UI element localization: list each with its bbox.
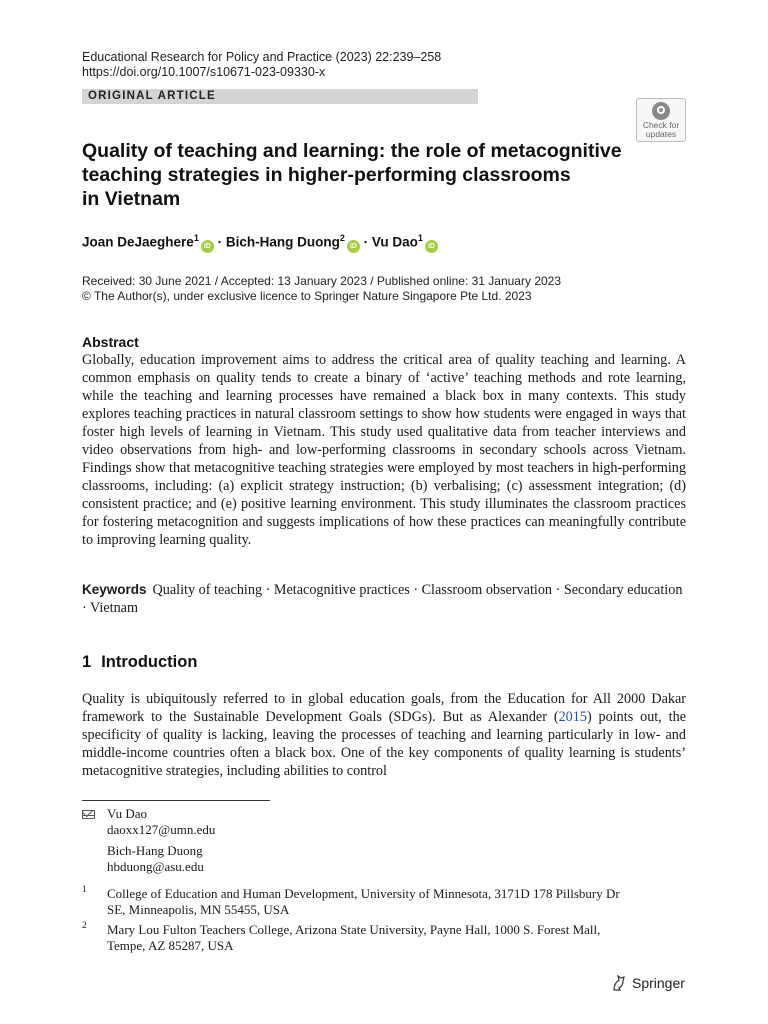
title-line-2: teaching strategies in higher-performing classrooms [82,164,571,186]
affiliation-line: SE, Minneapolis, MN 55455, USA [107,902,290,917]
author-affiliation-ref: 1 [417,233,423,243]
affiliation-line: Tempe, AZ 85287, USA [107,938,234,953]
section-heading [82,653,197,672]
affiliation-number: 1 [82,885,87,895]
author-name[interactable]: Vu Dao [371,234,418,250]
article-title [82,139,642,211]
abstract-text: Globally, education improvement aims to address the critical area of quality teaching and learning. A common emphasis on quality tends to create a binary of ‘active’ teaching methods and rote learning, while the teaching and learning processes have remained a black box in many contexts. This study explores teaching practices in natural classroom settings to show how students were engaged in ways that foster high levels of learning in Vietnam. This study used qualitative data from teacher interviews and video observations from high- and low-performing classrooms in secondary schools across Vietnam. Findings show that metacognitive teaching strategies were employed by most teachers in high-performing classrooms, including: (a) explicit strategy instruction; (b) verbalising; (c) assessment integration; (d) consistent practice; and (e) positive learning environment. This study illuminates the classroom practices for fostering metacognition and suggests implications of how these practices can meaningfully contribute to improving learning quality. [82,352,686,548]
abstract-heading: Abstract [82,334,139,350]
orcid-icon[interactable]: iD [425,240,438,253]
affiliation-line: College of Education and Human Development, University of Minnesota, 3171D 178 Pillsbury Dr [107,886,620,901]
affiliation-number: 2 [82,921,87,931]
intro-text-part-1: Quality is ubiquitously referred to in global education goals, from the Education for All 2000 Dakar framework to the Sustainable Development Goals (SDGs). But as Alexander ( [82,691,686,725]
badge-label-1: Check for [642,120,680,130]
intro-text-part-2: ) points out, the specificity of quality is lacking, leaving the processes of teaching and learning particularly in low- and middle-income countries often a black box. One of the key components of quality learning is students’ metacognitive strategies, including abilities to control [82,709,686,779]
orcid-icon[interactable]: iD [201,240,214,253]
author-separator: · [363,234,369,250]
section-title: Introduction [101,653,198,671]
section-number: 1 [82,653,92,671]
author-separator: · [217,234,223,250]
author-list [82,233,438,253]
article-type-band: ORIGINAL ARTICLE [82,89,478,104]
keywords-block [82,581,686,617]
author-affiliation-ref: 1 [193,233,199,243]
contact-email[interactable]: hbduong@asu.edu [107,859,204,874]
journal-citation: Educational Research for Policy and Practice (2023) 22:239–258 [82,50,442,64]
publisher-name: Springer [632,975,685,991]
contact-name: Vu Dao [107,806,148,821]
author-name[interactable]: Joan DeJaeghere [82,234,194,250]
citation-link[interactable]: 2015 [558,709,587,725]
publication-dates [82,274,561,304]
affiliation-text [107,886,687,918]
orcid-icon[interactable]: iD [347,240,360,253]
doi-link[interactable]: https://doi.org/10.1007/s10671-023-09330-x [82,65,326,79]
copyright-line: © The Author(s), under exclusive licence to Springer Nature Singapore Pte Ltd. 2023 [82,289,532,303]
affiliation-text [107,922,687,954]
contact-name: Bich-Hang Duong [107,843,203,858]
contact-email[interactable]: daoxx127@umn.edu [107,822,216,837]
title-line-1: Quality of teaching and learning: the role of metacognitive [82,140,622,162]
keywords-text: Quality of teaching · Metacognitive practices · Classroom observation · Secondary education · Vietnam [82,582,683,616]
springer-logo [611,974,685,992]
springer-horse-icon [611,974,627,992]
check-for-updates-badge[interactable] [636,98,686,142]
envelope-icon [82,810,95,819]
introduction-paragraph [82,690,686,780]
keywords-label: Keywords [82,582,147,597]
author-name[interactable]: Bich-Hang Duong [225,234,340,250]
author-affiliation-ref: 2 [339,233,345,243]
title-line-3: in Vietnam [82,188,181,210]
affiliation-line: Mary Lou Fulton Teachers College, Arizona State University, Payne Hall, 1000 S. Forest Mall, [107,922,601,937]
check-updates-icon [652,102,670,120]
dates-line: Received: 30 June 2021 / Accepted: 13 January 2023 / Published online: 31 January 2023 [82,274,562,288]
badge-label-2: updates [645,129,677,139]
footnote-divider [82,800,270,801]
